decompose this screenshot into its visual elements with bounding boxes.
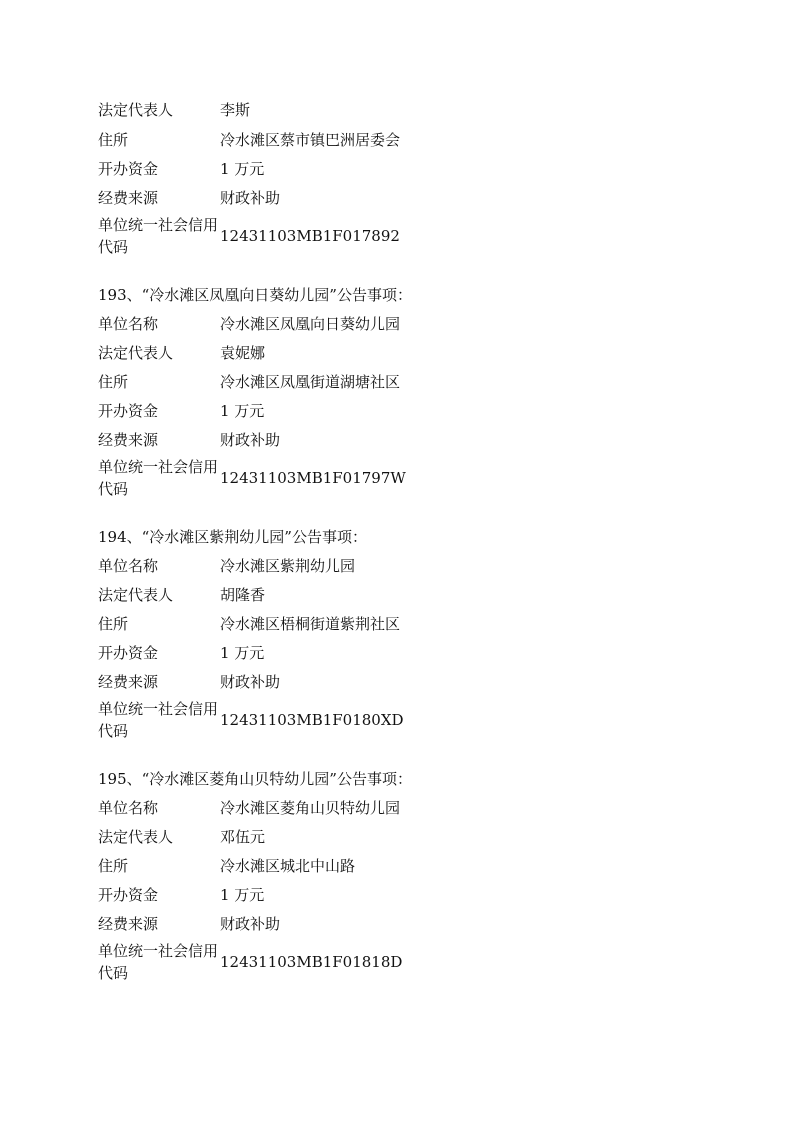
funds-value: 1 万元	[220, 644, 265, 662]
source-label: 经费来源	[98, 915, 159, 933]
legal-rep-label: 法定代表人	[98, 344, 174, 362]
source-label: 经费来源	[98, 431, 159, 449]
source-row	[98, 672, 698, 692]
source-value: 财政补助	[220, 673, 281, 691]
legal-rep-label: 法定代表人	[98, 101, 174, 119]
legal-rep-value: 李斯	[220, 101, 251, 119]
credit-code-row	[98, 940, 698, 984]
legal-rep-value: 邓伍元	[220, 828, 266, 846]
address-row	[98, 856, 698, 876]
credit-code-value: 12431103MB1F017892	[220, 227, 400, 245]
legal-rep-label: 法定代表人	[98, 828, 174, 846]
credit-code-row	[98, 214, 698, 258]
source-label: 经费来源	[98, 189, 159, 207]
funds-label: 开办资金	[98, 160, 159, 178]
legal-rep-value: 袁妮娜	[220, 344, 266, 362]
source-label: 经费来源	[98, 673, 159, 691]
entry-heading: 194、“冷水滩区紫荆幼儿园”公告事项：	[98, 528, 367, 546]
funds-row	[98, 885, 698, 905]
unit-name-value: 冷水滩区凤凰向日葵幼儿园	[220, 315, 401, 333]
funds-value: 1 万元	[220, 402, 265, 420]
address-value: 冷水滩区蔡市镇巴洲居委会	[220, 131, 401, 149]
legal-rep-row	[98, 585, 698, 605]
funds-value: 1 万元	[220, 886, 265, 904]
unit-name-row	[98, 798, 698, 818]
credit-code-row	[98, 698, 698, 742]
address-value: 冷水滩区梧桐街道紫荆社区	[220, 615, 401, 633]
address-label: 住所	[98, 857, 129, 875]
source-value: 财政补助	[220, 189, 281, 207]
address-row	[98, 614, 698, 634]
legal-rep-row	[98, 100, 698, 120]
credit-code-label: 单位统一社会信用代码	[98, 458, 219, 498]
unit-name-label: 单位名称	[98, 315, 159, 333]
address-row	[98, 130, 698, 150]
address-label: 住所	[98, 615, 129, 633]
funds-label: 开办资金	[98, 644, 159, 662]
credit-code-label: 单位统一社会信用代码	[98, 216, 219, 256]
unit-name-row	[98, 314, 698, 334]
address-label: 住所	[98, 131, 129, 149]
funds-row	[98, 159, 698, 179]
legal-rep-row	[98, 343, 698, 363]
credit-code-label: 单位统一社会信用代码	[98, 700, 219, 740]
legal-rep-row	[98, 827, 698, 847]
unit-name-value: 冷水滩区紫荆幼儿园	[220, 557, 356, 575]
unit-name-value: 冷水滩区菱角山贝特幼儿园	[220, 799, 401, 817]
credit-code-value: 12431103MB1F0180XD	[220, 711, 404, 729]
credit-code-value: 12431103MB1F01818D	[220, 953, 403, 971]
funds-value: 1 万元	[220, 160, 265, 178]
funds-label: 开办资金	[98, 886, 159, 904]
credit-code-value: 12431103MB1F01797W	[220, 469, 406, 487]
unit-name-label: 单位名称	[98, 557, 159, 575]
address-row	[98, 372, 698, 392]
source-value: 财政补助	[220, 431, 281, 449]
unit-name-row	[98, 556, 698, 576]
funds-row	[98, 643, 698, 663]
entry-heading: 195、“冷水滩区菱角山贝特幼儿园”公告事项：	[98, 770, 412, 788]
source-row	[98, 430, 698, 450]
address-value: 冷水滩区城北中山路	[220, 857, 356, 875]
address-value: 冷水滩区凤凰街道湖塘社区	[220, 373, 401, 391]
unit-name-label: 单位名称	[98, 799, 159, 817]
funds-row	[98, 401, 698, 421]
funds-label: 开办资金	[98, 402, 159, 420]
source-row	[98, 914, 698, 934]
address-label: 住所	[98, 373, 129, 391]
entry-heading: 193、“冷水滩区凤凰向日葵幼儿园”公告事项：	[98, 286, 412, 304]
credit-code-label: 单位统一社会信用代码	[98, 942, 219, 982]
legal-rep-label: 法定代表人	[98, 586, 174, 604]
source-value: 财政补助	[220, 915, 281, 933]
legal-rep-value: 胡隆香	[220, 586, 266, 604]
source-row	[98, 188, 698, 208]
credit-code-row	[98, 456, 698, 500]
